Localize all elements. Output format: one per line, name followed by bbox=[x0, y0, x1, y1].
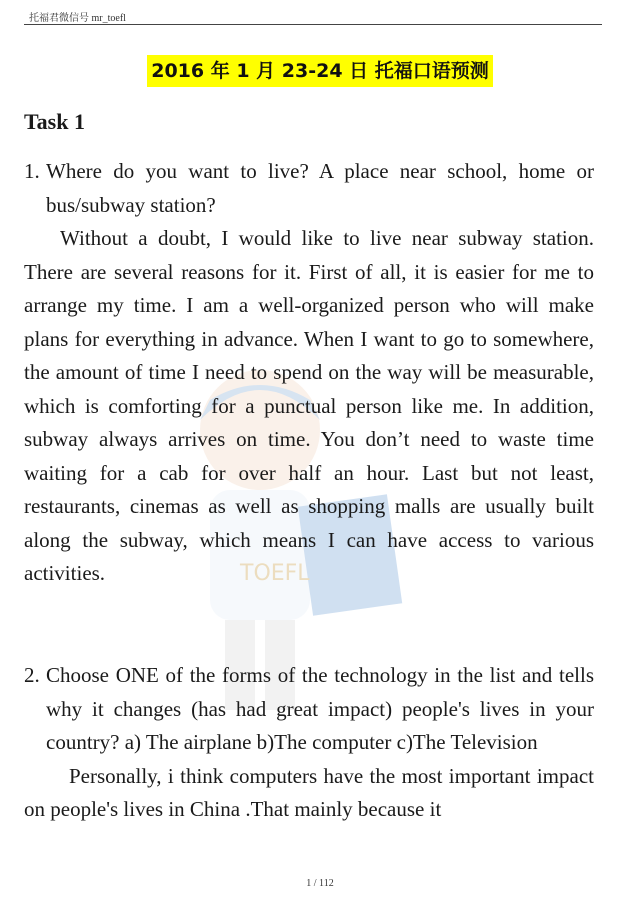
watermark-text: TOEFL bbox=[240, 561, 310, 586]
page-number: 1 / 112 bbox=[306, 878, 334, 889]
answer-2: Personally, i think computers have the most important impact on people's lives in China .That mainly because it bbox=[24, 763, 594, 821]
question-block-1 bbox=[24, 155, 594, 591]
answer-1: Without a doubt, I would like to live near subway station. There are several reasons for it. First of all, it is easier for me to arrange my time. I am a well-organized person who will make plans for everything in advance. When I want to go to somewhere, the amount of time I need to spend on the way will be measurable, which is comforting for a punctual person like me. In addition, subway always arrives on time. You don’t need to waste time waiting for a cab for over half an hour. Last but not least, restaurants, cinemas as well as shopping malls are usually built along the subway, which means I can have access to various activities. bbox=[24, 226, 594, 585]
question-2 bbox=[24, 659, 594, 760]
task-heading: Task 1 bbox=[24, 109, 85, 134]
page-title: 2016 年 1 月 23-24 日 托福口语预测 bbox=[147, 55, 493, 87]
question-prompt: Where do you want to live? A place near school, home or bus/subway station? bbox=[46, 159, 594, 217]
question-1 bbox=[24, 155, 594, 222]
question-block-2 bbox=[24, 659, 594, 827]
question-number: 2. bbox=[24, 663, 40, 687]
header-divider bbox=[24, 24, 602, 25]
title-container bbox=[0, 55, 640, 87]
question-number: 1. bbox=[24, 159, 40, 183]
question-prompt: Choose ONE of the forms of the technology in the list and tells why it changes (has had great impact) people's lives in your country? a) The airplane b)The computer c)The Television bbox=[46, 663, 594, 754]
page-header: 托福君微信号 mr_toefl bbox=[29, 13, 126, 24]
